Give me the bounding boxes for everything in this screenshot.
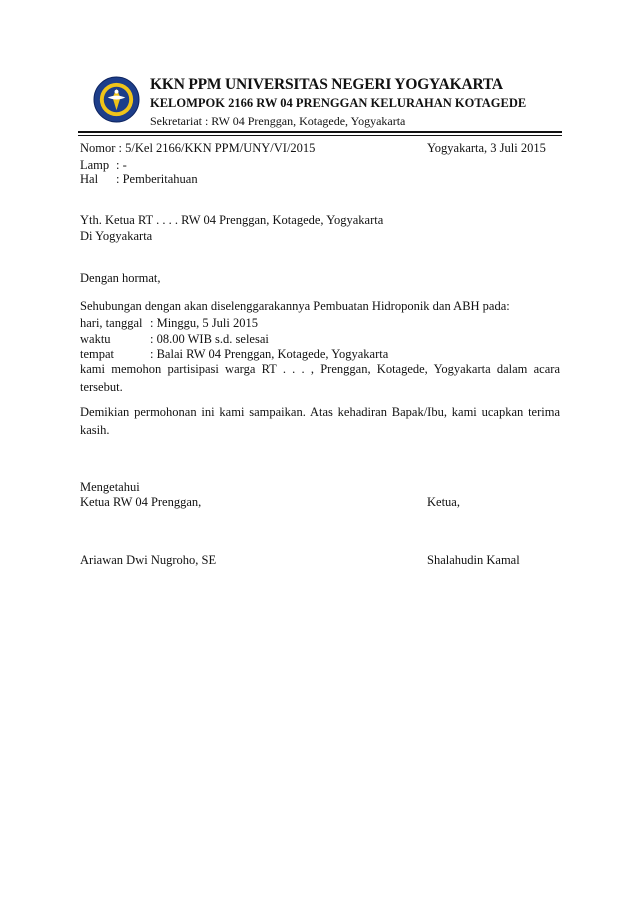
detail-row	[80, 332, 269, 347]
detail-value: : Balai RW 04 Prenggan, Kotagede, Yogyakarta	[150, 347, 389, 361]
detail-label: tempat	[80, 347, 115, 361]
letterhead-divider-thin	[78, 135, 562, 136]
detail-value: : 08.00 WIB s.d. selesai	[150, 332, 269, 346]
detail-label: hari, tanggal	[80, 316, 143, 330]
place-date: Yogyakarta, 3 Juli 2015	[427, 141, 546, 155]
nomor-line	[80, 141, 315, 156]
detail-row	[80, 316, 258, 331]
lamp-value: : -	[116, 158, 127, 172]
mengetahui-label: Mengetahui	[80, 480, 140, 494]
nomor-value: : 5/Kel 2166/KKN PPM/UNY/VI/2015	[118, 141, 316, 155]
greeting: Dengan hormat,	[80, 271, 161, 285]
lamp-label: Lamp	[80, 158, 110, 172]
right-signatory-title: Ketua,	[427, 495, 460, 509]
nomor-label: Nomor	[80, 141, 116, 155]
detail-row	[80, 347, 388, 362]
letterhead-title: KKN PPM UNIVERSITAS NEGERI YOGYAKARTA	[150, 76, 503, 93]
left-signatory-title: Ketua RW 04 Prenggan,	[80, 495, 202, 509]
hal-line	[80, 172, 198, 187]
university-logo-icon	[93, 76, 140, 123]
letterhead-divider-thick	[78, 131, 562, 133]
hal-value: : Pemberitahuan	[116, 172, 198, 186]
left-signatory-name: Ariawan Dwi Nugroho, SE	[80, 553, 217, 567]
letterhead-subtitle: KELOMPOK 2166 RW 04 PRENGGAN KELURAHAN KOTAGEDE	[150, 96, 527, 110]
right-signatory-name: Shalahudin Kamal	[427, 553, 520, 567]
body-request: kami memohon partisipasi warga RT . . . , Prenggan, Kotagede, Yogyakarta dalam acara tersebut.	[80, 362, 560, 394]
recipient-line-2: Di Yogyakarta	[80, 229, 153, 243]
detail-label: waktu	[80, 332, 111, 346]
letterhead-address: Sekretariat : RW 04 Prenggan, Kotagede, Yogyakarta	[150, 114, 406, 128]
body-intro: Sehubungan dengan akan diselenggarakannya Pembuatan Hidroponik dan ABH pada:	[80, 299, 510, 313]
body-closing: Demikian permohonan ini kami sampaikan. Atas kehadiran Bapak/Ibu, kami ucapkan terima kasih.	[80, 405, 560, 437]
detail-value: : Minggu, 5 Juli 2015	[150, 316, 258, 330]
recipient-line-1: Yth. Ketua RT . . . . RW 04 Prenggan, Kotagede, Yogyakarta	[80, 213, 384, 227]
lamp-line	[80, 158, 127, 173]
hal-label: Hal	[80, 172, 99, 186]
